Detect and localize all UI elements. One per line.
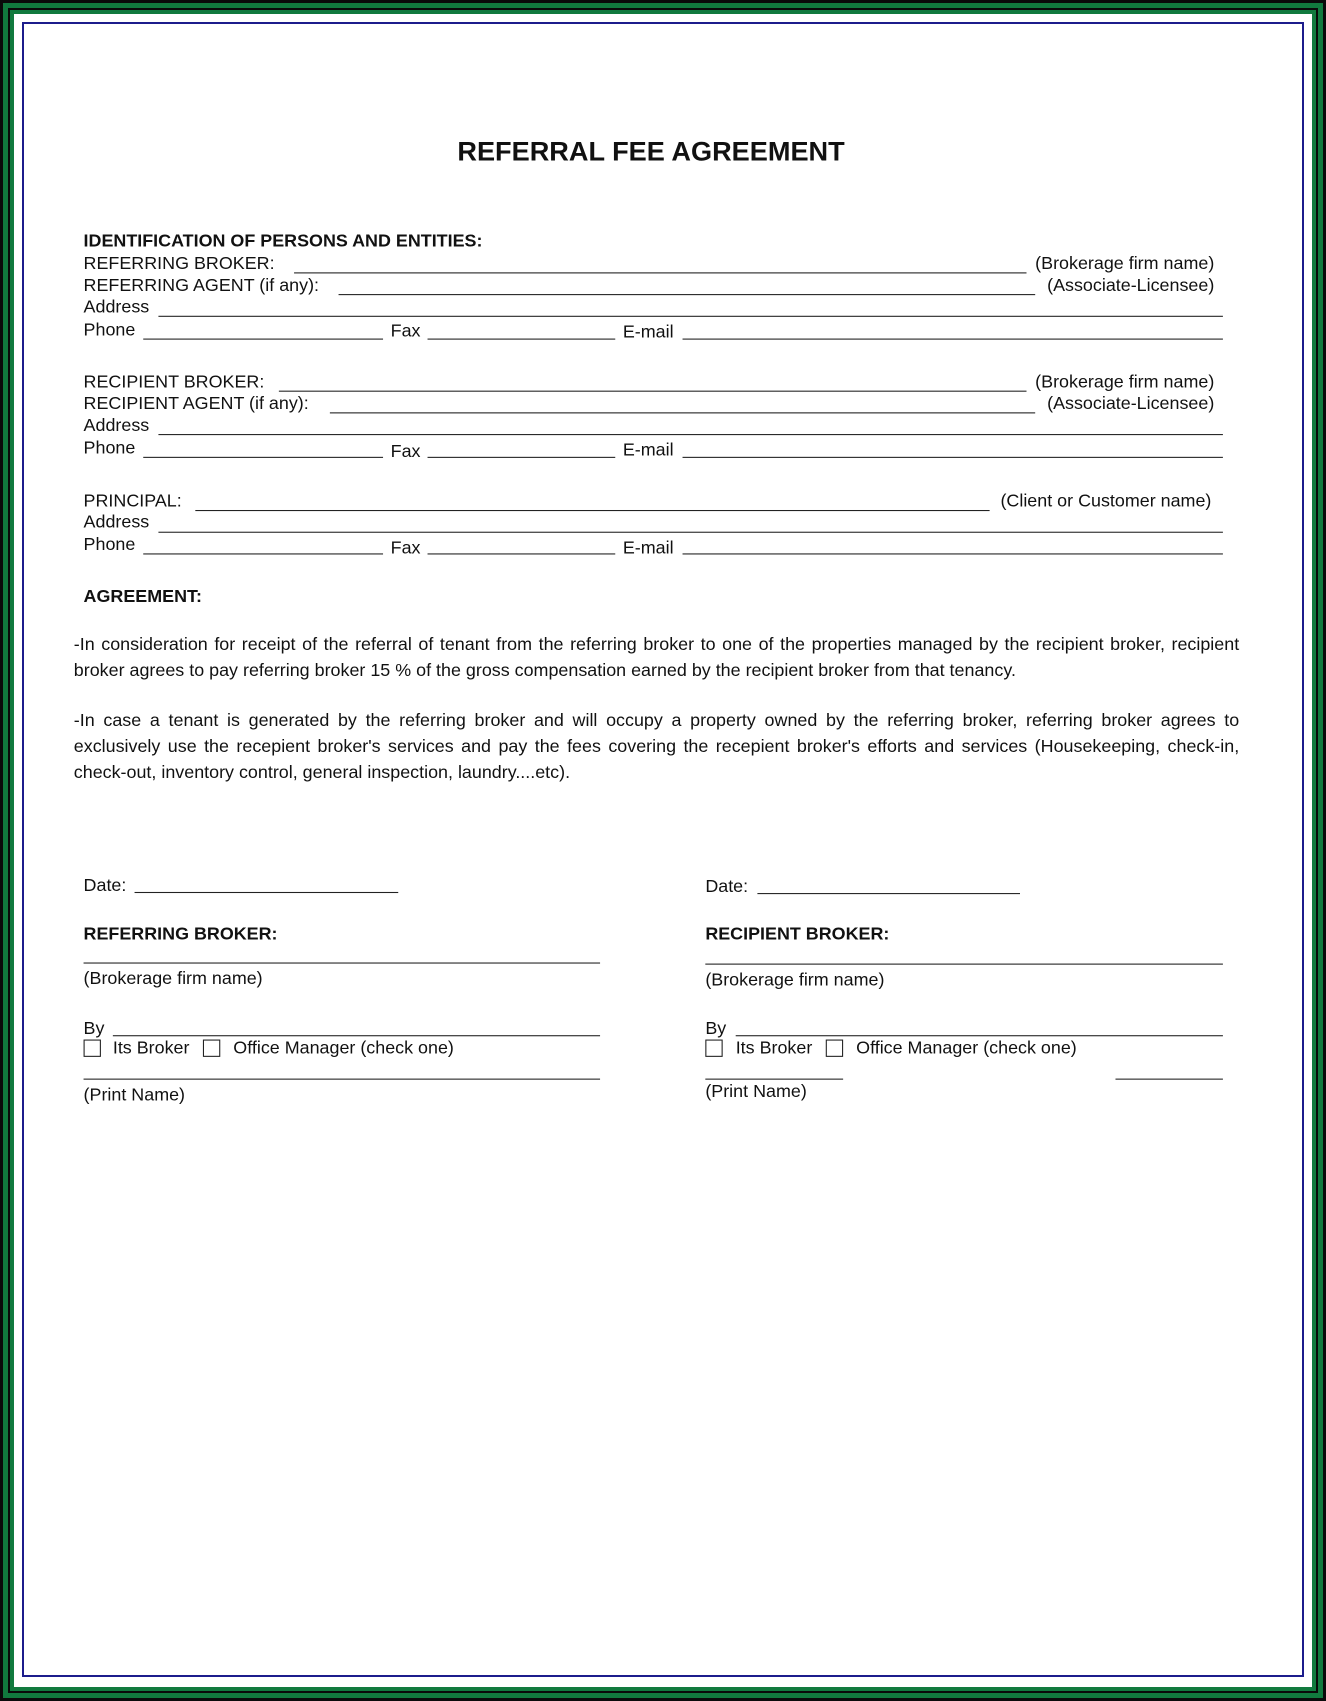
recipient-agent-field[interactable] [330, 412, 1035, 413]
left-its-broker-label: Its Broker [112, 1038, 190, 1058]
right-its-broker-label: Its Broker [735, 1038, 813, 1058]
recipient-phone-field[interactable] [143, 457, 383, 458]
left-print-name-hint: (Print Name) [83, 1085, 186, 1105]
principal-label: PRINCIPAL: [83, 491, 182, 512]
agreement-paragraph-1: -In consideration for receipt of the referral of tenant from the referring broker to one of the properties managed by the recipient broker, recipient broker agrees to pay referring broker 15 % of the gross compensation earned by the recipient broker from that tenancy. [73, 634, 1240, 681]
principal-fax-label: Fax [390, 538, 421, 558]
referring-broker-field[interactable] [294, 272, 1026, 273]
principal-field[interactable] [195, 510, 989, 511]
identification-heading: IDENTIFICATION OF PERSONS AND ENTITIES: [83, 231, 483, 251]
recipient-broker-hint: (Brokerage firm name) [1035, 372, 1215, 392]
recipient-agent-label: RECIPIENT AGENT (if any): [83, 393, 309, 414]
right-office-manager-label: Office Manager (check one) [856, 1038, 1077, 1058]
recipient-agent-hint: (Associate-Licensee) [1047, 393, 1215, 414]
left-date-field[interactable] [135, 892, 399, 893]
referring-agent-label: REFERRING AGENT (if any): [83, 275, 320, 296]
agreement-paragraph-2: -In case a tenant is generated by the referring broker and will occupy a property owned by the referring broker, referring broker agrees to exclusively use the recepient broker's services and pay the fees covering the recepient broker's efforts and services (Housekeeping, check-in, check-out, inventory control, general inspection, laundry....etc). [73, 710, 1240, 782]
left-firm-hint: (Brokerage firm name) [83, 968, 263, 989]
referring-phone-field[interactable] [143, 339, 383, 340]
left-print-name-field[interactable] [84, 1079, 601, 1080]
principal-address-label: Address [83, 512, 150, 532]
referring-email-field[interactable] [683, 339, 1223, 340]
left-by-label: By [83, 1018, 105, 1039]
referring-broker-hint: (Brokerage firm name) [1035, 253, 1215, 274]
principal-address-field[interactable] [158, 532, 1222, 533]
principal-phone-field[interactable] [143, 553, 383, 554]
left-office-manager-checkbox[interactable] [203, 1040, 220, 1057]
right-firm-field[interactable] [705, 964, 1223, 965]
referring-agent-field[interactable] [339, 294, 1036, 295]
recipient-fax-field[interactable] [428, 457, 616, 458]
left-date-label: Date: [83, 875, 127, 896]
right-its-broker-checkbox[interactable] [705, 1040, 722, 1057]
referring-fax-field[interactable] [428, 339, 616, 340]
right-by-field[interactable] [736, 1035, 1223, 1036]
left-by-field[interactable] [113, 1035, 600, 1036]
right-print-name-field-extra[interactable] [1115, 1079, 1222, 1080]
recipient-address-label: Address [83, 415, 150, 436]
referring-broker-label: REFERRING BROKER: [83, 253, 275, 274]
recipient-broker-label: RECIPIENT BROKER: [83, 372, 265, 392]
principal-email-field[interactable] [683, 553, 1223, 554]
referring-agent-hint: (Associate-Licensee) [1047, 275, 1215, 296]
right-office-manager-checkbox[interactable] [826, 1040, 843, 1057]
left-its-broker-checkbox[interactable] [84, 1040, 101, 1057]
left-signature-heading: REFERRING BROKER: [83, 924, 278, 945]
principal-fax-field[interactable] [428, 553, 616, 554]
right-by-label: By [705, 1018, 727, 1039]
recipient-fax-label: Fax [390, 441, 421, 462]
principal-hint: (Client or Customer name) [1000, 491, 1212, 512]
document-title: REFERRAL FEE AGREEMENT [457, 136, 845, 168]
referring-address-field[interactable] [158, 316, 1222, 317]
left-office-manager-label: Office Manager (check one) [233, 1038, 454, 1058]
recipient-email-label: E-mail [622, 440, 674, 461]
left-firm-field[interactable] [84, 962, 601, 963]
referring-email-label: E-mail [622, 322, 674, 342]
principal-email-label: E-mail [622, 538, 674, 558]
referring-fax-label: Fax [390, 321, 421, 341]
referring-address-label: Address [83, 297, 150, 317]
right-date-field[interactable] [757, 893, 1020, 894]
right-print-name-field[interactable] [705, 1079, 843, 1080]
right-date-label: Date: [705, 876, 749, 897]
referring-phone-label: Phone [83, 320, 136, 340]
agreement-heading: AGREEMENT: [83, 587, 202, 607]
right-print-name-hint: (Print Name) [705, 1081, 807, 1102]
recipient-phone-label: Phone [83, 438, 136, 458]
right-signature-heading: RECIPIENT BROKER: [705, 924, 890, 945]
recipient-address-field[interactable] [158, 434, 1222, 435]
principal-phone-label: Phone [83, 534, 136, 555]
recipient-broker-field[interactable] [279, 391, 1027, 392]
right-firm-hint: (Brokerage firm name) [705, 970, 885, 990]
recipient-email-field[interactable] [683, 457, 1223, 458]
